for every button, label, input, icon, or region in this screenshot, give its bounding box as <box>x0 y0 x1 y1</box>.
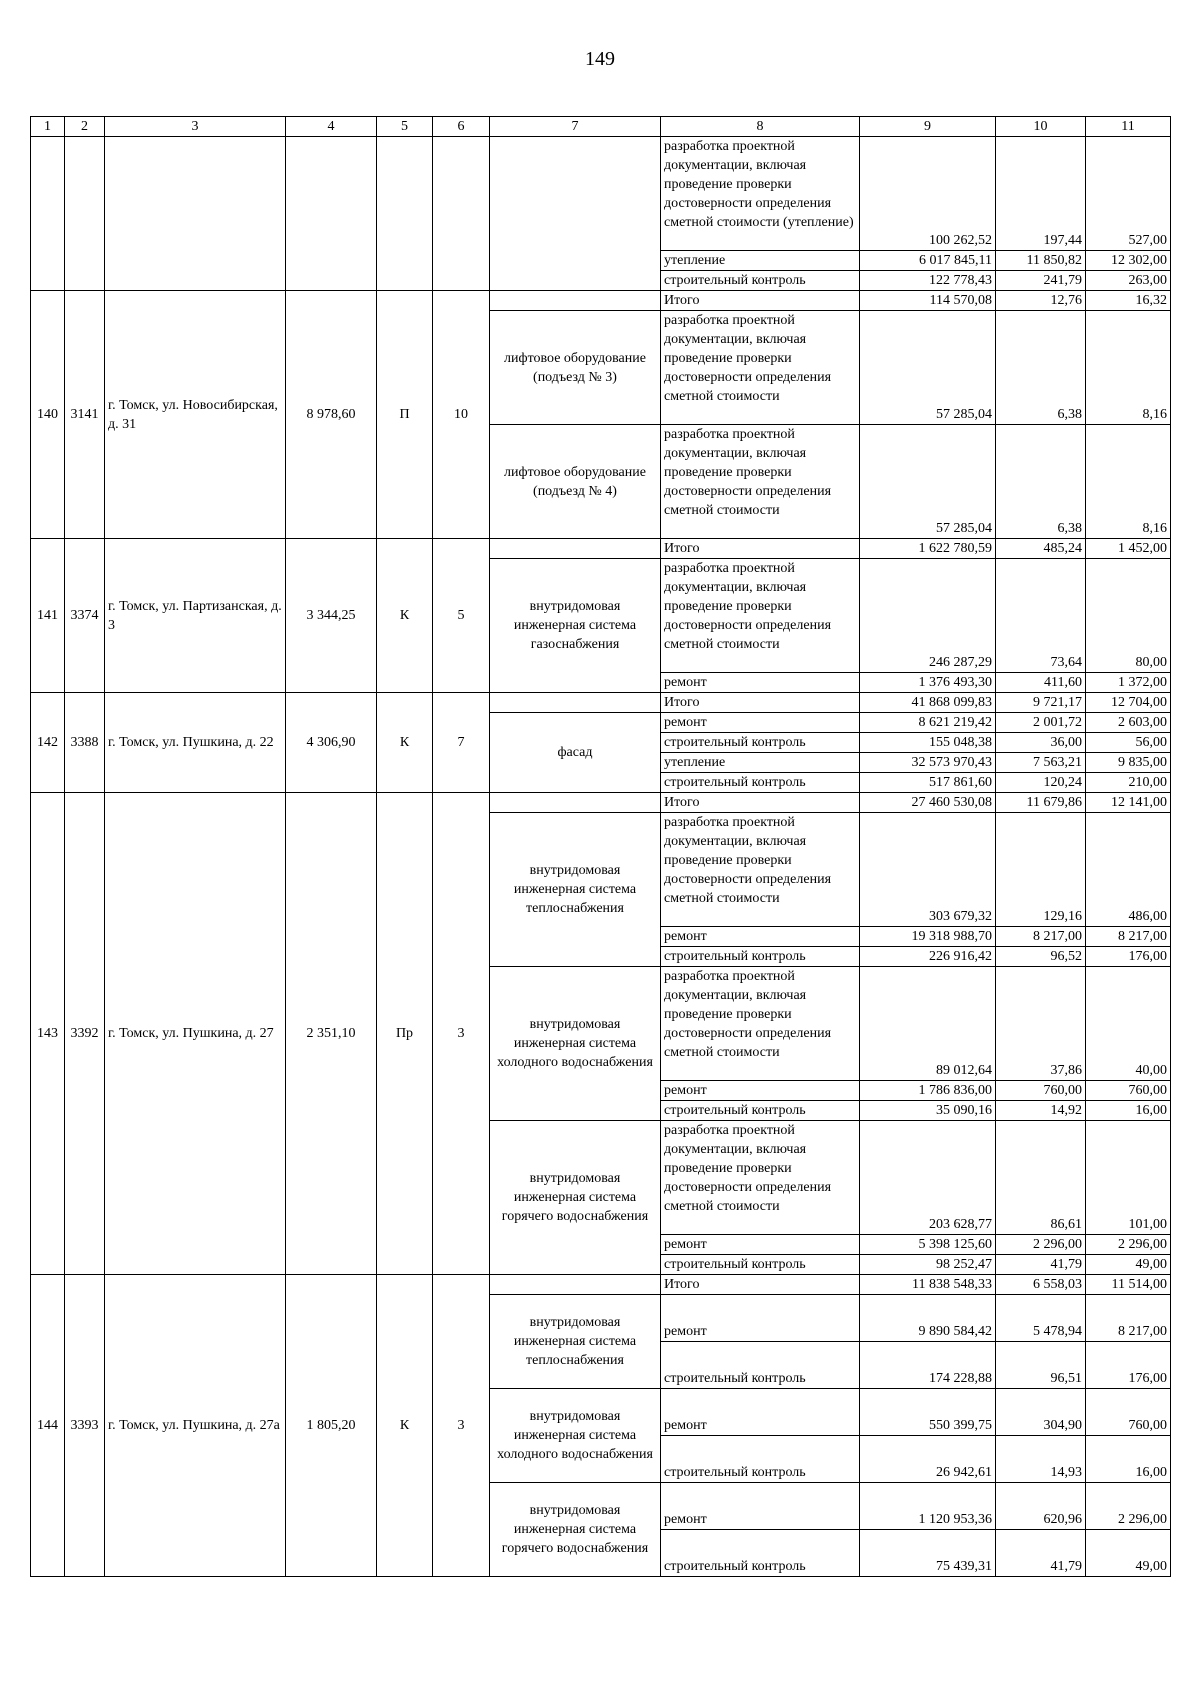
work-type: утепление <box>661 753 860 773</box>
limit-cost: 101,00 <box>1086 1121 1171 1235</box>
cost-per-m2: 11 850,82 <box>996 251 1086 271</box>
cost: 8 621 219,42 <box>860 713 996 733</box>
cost-per-m2: 73,64 <box>996 559 1086 673</box>
work-type: строительный контроль <box>661 773 860 793</box>
cell-empty <box>286 137 377 291</box>
cost-per-m2: 241,79 <box>996 271 1086 291</box>
limit-cost: 2 296,00 <box>1086 1483 1171 1530</box>
house-code: 3392 <box>65 793 105 1275</box>
area: 2 351,10 <box>286 793 377 1275</box>
cost: 246 287,29 <box>860 559 996 673</box>
capital-repair-table <box>30 116 1171 1577</box>
cost-per-m2: 411,60 <box>996 673 1086 693</box>
cell-empty <box>31 137 65 291</box>
cost-per-m2: 14,93 <box>996 1436 1086 1483</box>
house-code: 3141 <box>65 291 105 539</box>
cost-per-m2: 760,00 <box>996 1081 1086 1101</box>
work-type: ремонт <box>661 713 860 733</box>
limit-cost: 8,16 <box>1086 311 1171 425</box>
limit-cost: 16,00 <box>1086 1436 1171 1483</box>
limit-cost: 56,00 <box>1086 733 1171 753</box>
cost-per-m2: 14,92 <box>996 1101 1086 1121</box>
header-cell: 10 <box>996 117 1086 137</box>
work-type: Итого <box>661 1275 860 1295</box>
limit-cost: 11 514,00 <box>1086 1275 1171 1295</box>
cost: 9 890 584,42 <box>860 1295 996 1342</box>
system-name: лифтовое оборудование (подъезд № 4) <box>490 425 661 539</box>
limit-cost: 40,00 <box>1086 967 1171 1081</box>
work-type: ремонт <box>661 673 860 693</box>
cost: 1 786 836,00 <box>860 1081 996 1101</box>
wall-material: К <box>377 1275 433 1577</box>
cost-per-m2: 197,44 <box>996 137 1086 251</box>
header-cell: 7 <box>490 117 661 137</box>
work-type: Итого <box>661 693 860 713</box>
work-type: строительный контроль <box>661 733 860 753</box>
cost-per-m2: 36,00 <box>996 733 1086 753</box>
limit-cost: 760,00 <box>1086 1389 1171 1436</box>
cost: 174 228,88 <box>860 1342 996 1389</box>
cell-empty <box>377 137 433 291</box>
limit-cost: 12 141,00 <box>1086 793 1171 813</box>
header-cell: 6 <box>433 117 490 137</box>
cost: 100 262,52 <box>860 137 996 251</box>
cost: 550 399,75 <box>860 1389 996 1436</box>
area: 4 306,90 <box>286 693 377 793</box>
cost: 303 679,32 <box>860 813 996 927</box>
wall-material: П <box>377 291 433 539</box>
cost: 32 573 970,43 <box>860 753 996 773</box>
header-cell: 1 <box>31 117 65 137</box>
system-name: внутридомовая инженерная система газоснабжения <box>490 559 661 693</box>
table-row <box>31 539 1171 559</box>
cost: 226 916,42 <box>860 947 996 967</box>
cell-empty <box>105 137 286 291</box>
cost-per-m2: 11 679,86 <box>996 793 1086 813</box>
cost-per-m2: 8 217,00 <box>996 927 1086 947</box>
work-type: разработка проектной документации, включая проведение проверки достоверности определения сметной стоимости <box>661 311 860 425</box>
cost-per-m2: 2 001,72 <box>996 713 1086 733</box>
cost-per-m2: 2 296,00 <box>996 1235 1086 1255</box>
cost: 41 868 099,83 <box>860 693 996 713</box>
work-type: строительный контроль <box>661 271 860 291</box>
limit-cost: 210,00 <box>1086 773 1171 793</box>
header-cell: 11 <box>1086 117 1171 137</box>
wall-material: К <box>377 693 433 793</box>
limit-cost: 80,00 <box>1086 559 1171 673</box>
work-type: Итого <box>661 793 860 813</box>
cost-per-m2: 41,79 <box>996 1255 1086 1275</box>
table-row <box>31 693 1171 713</box>
work-type: ремонт <box>661 1483 860 1530</box>
floors: 10 <box>433 291 490 539</box>
wall-material: Пр <box>377 793 433 1275</box>
limit-cost: 1 372,00 <box>1086 673 1171 693</box>
cell-empty <box>65 137 105 291</box>
row-number: 143 <box>31 793 65 1275</box>
work-type: ремонт <box>661 1389 860 1436</box>
cost: 1 622 780,59 <box>860 539 996 559</box>
limit-cost: 8,16 <box>1086 425 1171 539</box>
cost: 6 017 845,11 <box>860 251 996 271</box>
wall-material: К <box>377 539 433 693</box>
area: 8 978,60 <box>286 291 377 539</box>
system-name: внутридомовая инженерная система теплоснабжения <box>490 1295 661 1389</box>
system-name: внутридомовая инженерная система горячего водоснабжения <box>490 1121 661 1275</box>
limit-cost: 16,00 <box>1086 1101 1171 1121</box>
work-type: разработка проектной документации, включая проведение проверки достоверности определения сметной стоимости <box>661 1121 860 1235</box>
header-cell: 5 <box>377 117 433 137</box>
cell-empty <box>490 291 661 311</box>
work-type: разработка проектной документации, включая проведение проверки достоверности определения сметной стоимости <box>661 813 860 927</box>
cost-per-m2: 485,24 <box>996 539 1086 559</box>
cost: 155 048,38 <box>860 733 996 753</box>
cost: 114 570,08 <box>860 291 996 311</box>
cost-per-m2: 6,38 <box>996 425 1086 539</box>
header-cell: 2 <box>65 117 105 137</box>
cost-per-m2: 120,24 <box>996 773 1086 793</box>
cell-empty <box>490 693 661 713</box>
work-type: строительный контроль <box>661 1101 860 1121</box>
cost: 1 376 493,30 <box>860 673 996 693</box>
address: г. Томск, ул. Партизанская, д. 3 <box>105 539 286 693</box>
cost-per-m2: 6,38 <box>996 311 1086 425</box>
page-number: 149 <box>585 48 615 70</box>
cost: 5 398 125,60 <box>860 1235 996 1255</box>
system-name: внутридомовая инженерная система холодного водоснабжения <box>490 1389 661 1483</box>
house-code: 3393 <box>65 1275 105 1577</box>
work-type: разработка проектной документации, включая проведение проверки достоверности определения сметной стоимости <box>661 559 860 673</box>
floors: 3 <box>433 793 490 1275</box>
work-type: строительный контроль <box>661 1342 860 1389</box>
limit-cost: 9 835,00 <box>1086 753 1171 773</box>
limit-cost: 16,32 <box>1086 291 1171 311</box>
system-name: внутридомовая инженерная система холодного водоснабжения <box>490 967 661 1121</box>
cost-per-m2: 5 478,94 <box>996 1295 1086 1342</box>
system-name: внутридомовая инженерная система теплоснабжения <box>490 813 661 967</box>
cost: 75 439,31 <box>860 1530 996 1577</box>
cost-per-m2: 620,96 <box>996 1483 1086 1530</box>
cost: 26 942,61 <box>860 1436 996 1483</box>
cost: 203 628,77 <box>860 1121 996 1235</box>
header-cell: 8 <box>661 117 860 137</box>
table-row <box>31 291 1171 311</box>
limit-cost: 176,00 <box>1086 1342 1171 1389</box>
cost: 89 012,64 <box>860 967 996 1081</box>
cost: 517 861,60 <box>860 773 996 793</box>
table-row <box>31 793 1171 813</box>
work-type: ремонт <box>661 1081 860 1101</box>
system-name: фасад <box>490 713 661 793</box>
work-type: разработка проектной документации, включая проведение проверки достоверности определения сметной стоимости <box>661 967 860 1081</box>
cost: 27 460 530,08 <box>860 793 996 813</box>
address: г. Томск, ул. Новосибирская, д. 31 <box>105 291 286 539</box>
work-type: ремонт <box>661 1295 860 1342</box>
house-code: 3388 <box>65 693 105 793</box>
cost: 57 285,04 <box>860 425 996 539</box>
work-type: Итого <box>661 291 860 311</box>
cell-empty <box>490 539 661 559</box>
cost-per-m2: 6 558,03 <box>996 1275 1086 1295</box>
system-name: лифтовое оборудование (подъезд № 3) <box>490 311 661 425</box>
limit-cost: 2 603,00 <box>1086 713 1171 733</box>
limit-cost: 760,00 <box>1086 1081 1171 1101</box>
cell-empty <box>490 137 661 291</box>
address: г. Томск, ул. Пушкина, д. 27 <box>105 793 286 1275</box>
limit-cost: 2 296,00 <box>1086 1235 1171 1255</box>
cost: 122 778,43 <box>860 271 996 291</box>
house-code: 3374 <box>65 539 105 693</box>
floors: 5 <box>433 539 490 693</box>
row-number: 142 <box>31 693 65 793</box>
row-number: 140 <box>31 291 65 539</box>
table-row <box>31 137 1171 251</box>
cost-per-m2: 7 563,21 <box>996 753 1086 773</box>
limit-cost: 176,00 <box>1086 947 1171 967</box>
work-type: разработка проектной документации, включая проведение проверки достоверности определения сметной стоимости (утепление) <box>661 137 860 251</box>
cell-empty <box>433 137 490 291</box>
system-name: внутридомовая инженерная система горячего водоснабжения <box>490 1483 661 1577</box>
work-type: ремонт <box>661 1235 860 1255</box>
cost-per-m2: 12,76 <box>996 291 1086 311</box>
cost-per-m2: 9 721,17 <box>996 693 1086 713</box>
cost-per-m2: 96,51 <box>996 1342 1086 1389</box>
table-row <box>31 1275 1171 1295</box>
area: 3 344,25 <box>286 539 377 693</box>
cost-per-m2: 86,61 <box>996 1121 1086 1235</box>
limit-cost: 1 452,00 <box>1086 539 1171 559</box>
limit-cost: 12 302,00 <box>1086 251 1171 271</box>
cost: 19 318 988,70 <box>860 927 996 947</box>
floors: 3 <box>433 1275 490 1577</box>
work-type: ремонт <box>661 927 860 947</box>
limit-cost: 49,00 <box>1086 1255 1171 1275</box>
area: 1 805,20 <box>286 1275 377 1577</box>
header-cell: 9 <box>860 117 996 137</box>
limit-cost: 49,00 <box>1086 1530 1171 1577</box>
address: г. Томск, ул. Пушкина, д. 22 <box>105 693 286 793</box>
limit-cost: 8 217,00 <box>1086 927 1171 947</box>
header-cell: 3 <box>105 117 286 137</box>
cost: 11 838 548,33 <box>860 1275 996 1295</box>
cost-per-m2: 129,16 <box>996 813 1086 927</box>
cell-empty <box>490 793 661 813</box>
row-number: 141 <box>31 539 65 693</box>
cost-per-m2: 41,79 <box>996 1530 1086 1577</box>
floors: 7 <box>433 693 490 793</box>
work-type: строительный контроль <box>661 1436 860 1483</box>
cost-per-m2: 304,90 <box>996 1389 1086 1436</box>
work-type: строительный контроль <box>661 1255 860 1275</box>
work-type: строительный контроль <box>661 1530 860 1577</box>
header-row <box>31 117 1171 137</box>
header-cell: 4 <box>286 117 377 137</box>
cost: 98 252,47 <box>860 1255 996 1275</box>
limit-cost: 8 217,00 <box>1086 1295 1171 1342</box>
row-number: 144 <box>31 1275 65 1577</box>
limit-cost: 263,00 <box>1086 271 1171 291</box>
limit-cost: 527,00 <box>1086 137 1171 251</box>
address: г. Томск, ул. Пушкина, д. 27а <box>105 1275 286 1577</box>
work-type: разработка проектной документации, включая проведение проверки достоверности определения сметной стоимости <box>661 425 860 539</box>
cost: 35 090,16 <box>860 1101 996 1121</box>
cost-per-m2: 37,86 <box>996 967 1086 1081</box>
cost: 1 120 953,36 <box>860 1483 996 1530</box>
work-type: Итого <box>661 539 860 559</box>
cost: 57 285,04 <box>860 311 996 425</box>
cell-empty <box>490 1275 661 1295</box>
work-type: строительный контроль <box>661 947 860 967</box>
limit-cost: 486,00 <box>1086 813 1171 927</box>
cost-per-m2: 96,52 <box>996 947 1086 967</box>
work-type: утепление <box>661 251 860 271</box>
limit-cost: 12 704,00 <box>1086 693 1171 713</box>
